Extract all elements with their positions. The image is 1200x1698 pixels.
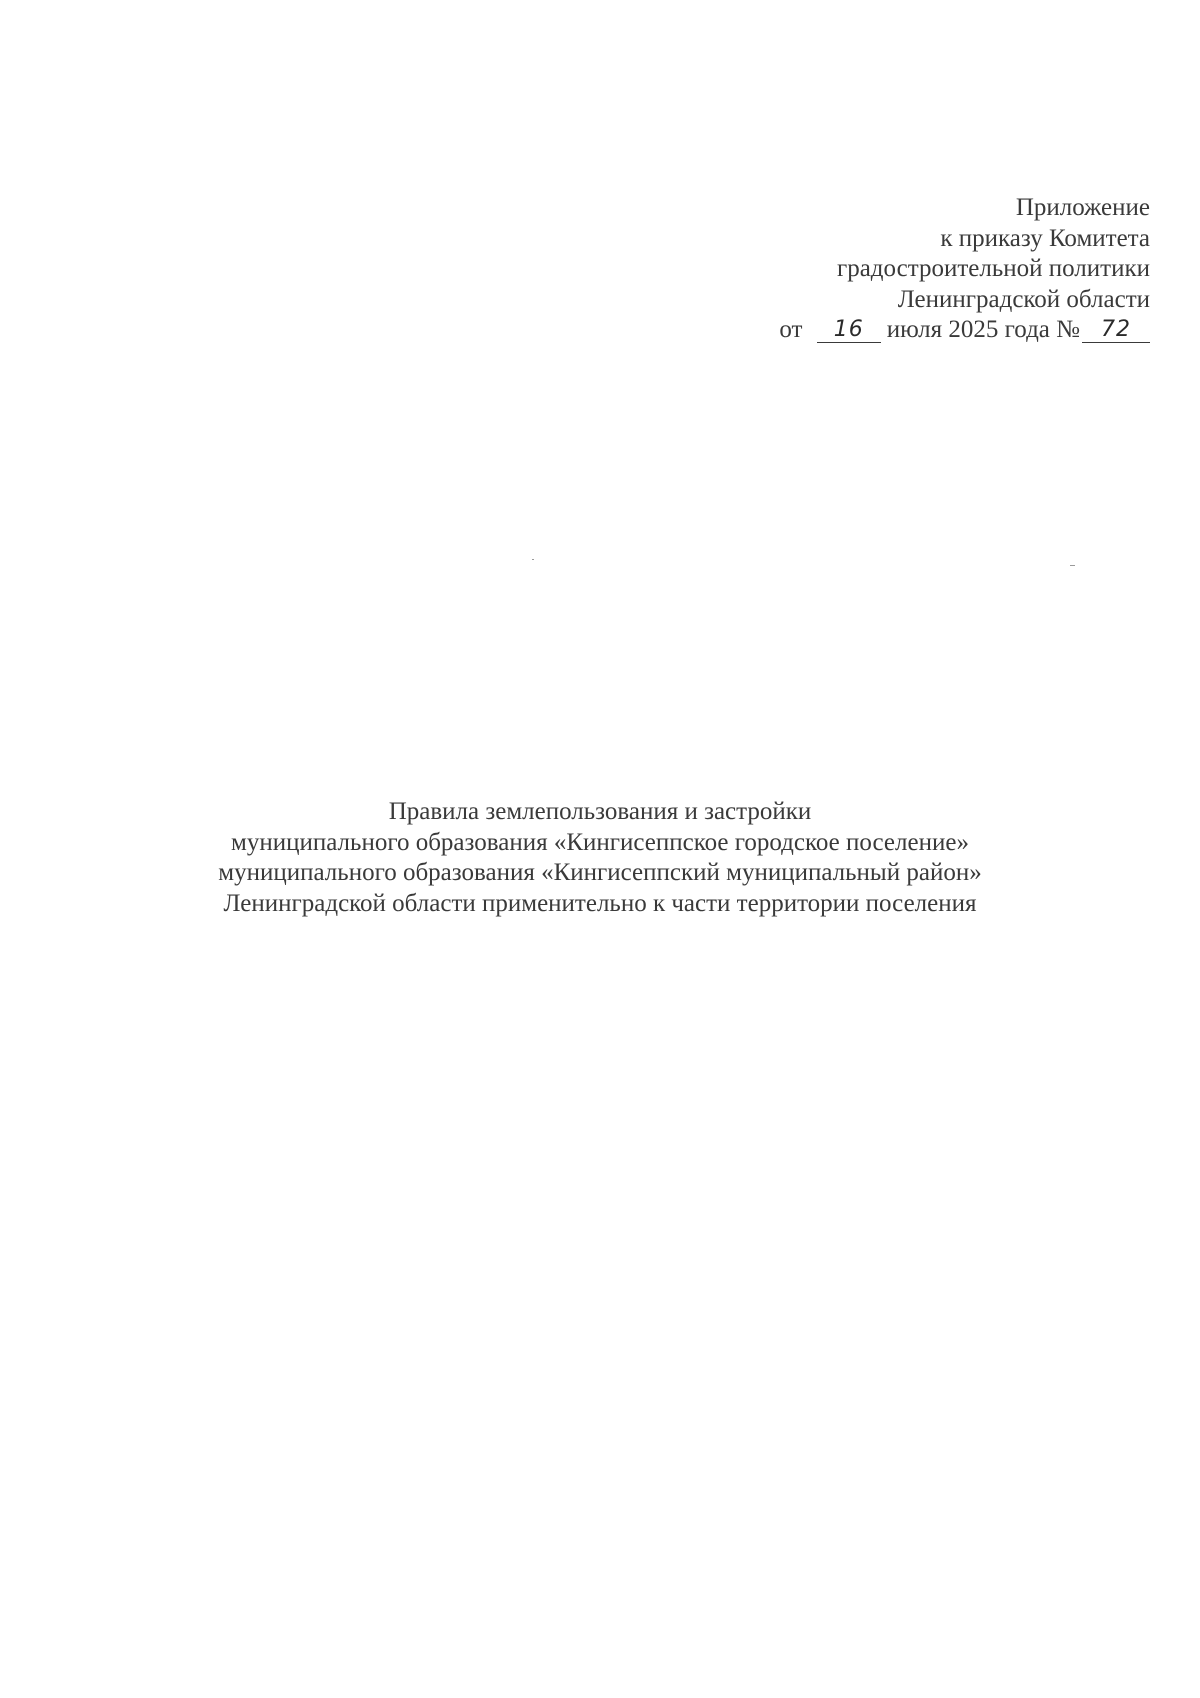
title-line-2: муниципального образования «Кингисеппское городское поселение»: [231, 828, 969, 856]
appendix-label: Приложение: [1015, 194, 1150, 221]
order-date-line: [630, 315, 1150, 346]
handwritten-number: 72: [1101, 317, 1131, 342]
date-prefix: от: [779, 316, 809, 343]
scan-speck: [1070, 565, 1075, 566]
appendix-region: Ленинградской области: [897, 285, 1150, 313]
day-blank: [817, 317, 881, 343]
scan-speck: [532, 559, 534, 560]
date-month-year: июля 2025 года №: [886, 316, 1080, 343]
title-line-4: Ленинградской области применительно к части территории поселения: [223, 889, 977, 917]
appendix-order-ref: к приказу Комитета: [940, 224, 1150, 252]
number-blank: [1082, 317, 1150, 343]
title-line-3: муниципального образования «Кингисеппский муниципальный район»: [218, 859, 982, 886]
document-title: [0, 797, 1200, 919]
title-line-1: Правила землепользования и застройки: [388, 798, 812, 825]
appendix-header: [630, 193, 1150, 346]
handwritten-day: 16: [833, 317, 864, 342]
appendix-committee: градостроительной политики: [836, 255, 1150, 282]
